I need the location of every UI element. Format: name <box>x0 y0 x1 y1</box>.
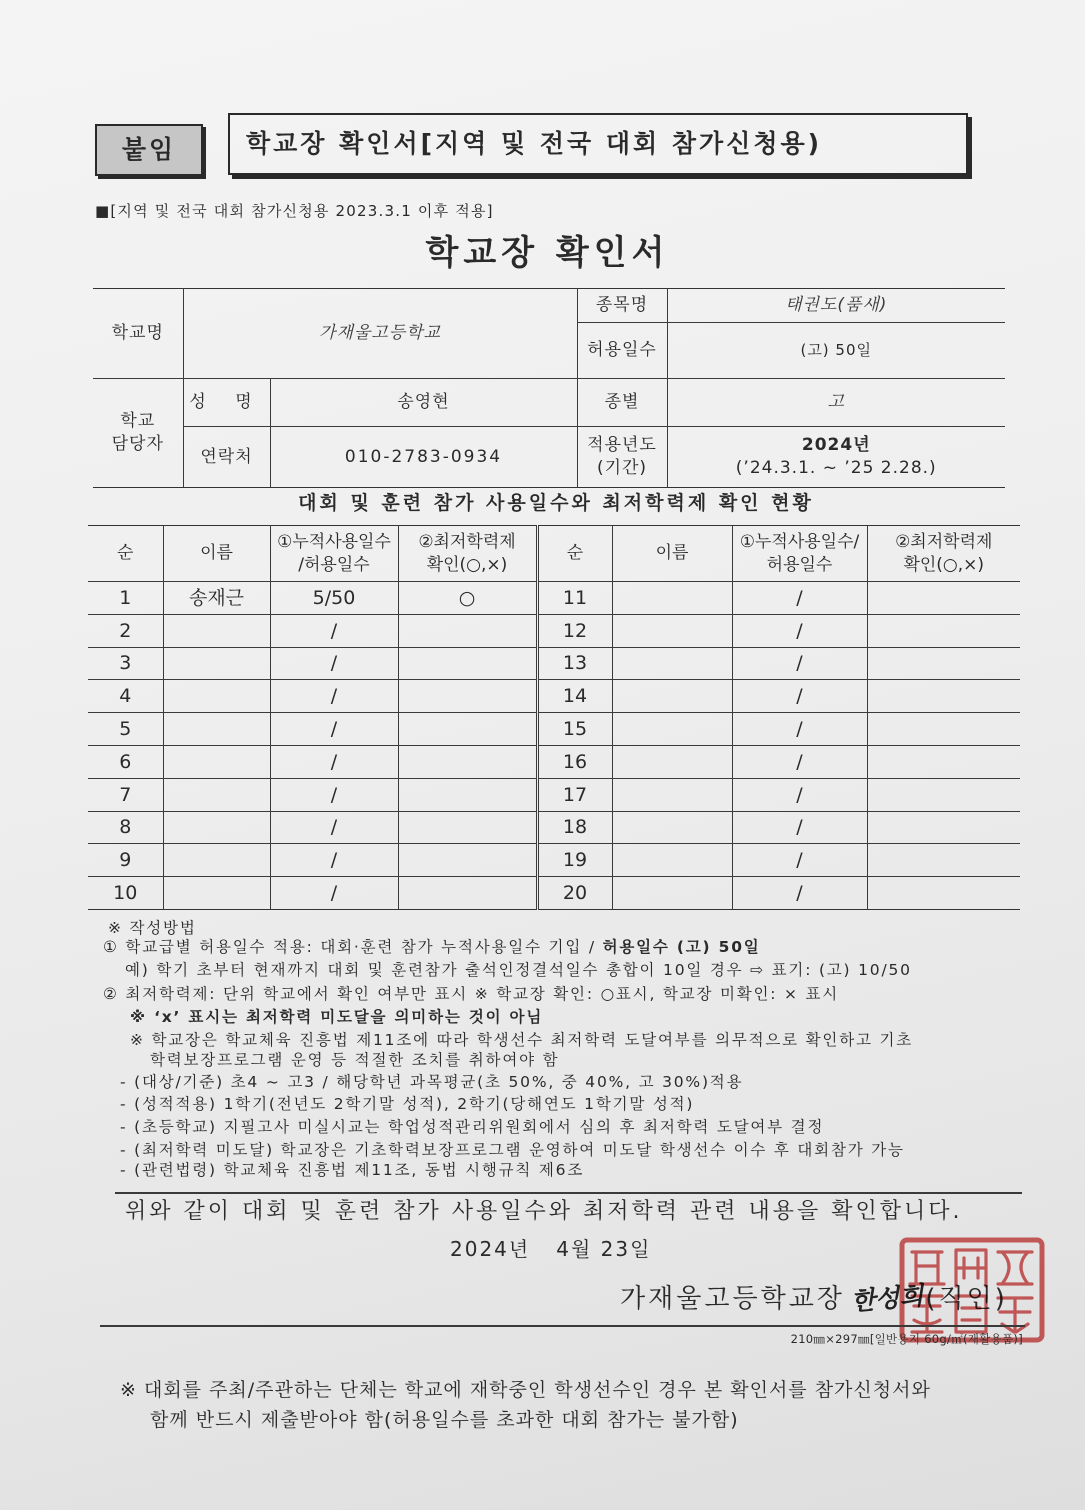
right-row-number: 18 <box>537 811 612 844</box>
right-used-days: / <box>732 582 867 615</box>
paper-spec: 210㎜×297㎜[일반용지 60g/㎡(재활용품)] <box>790 1332 1023 1346</box>
left-min-academic-check <box>398 713 537 746</box>
left-used-days: / <box>270 778 398 811</box>
note-item-1-text: ① 학교급별 허용일수 적용: 대회·훈련 참가 누적사용일수 기입 / <box>103 938 603 956</box>
right-row-number: 16 <box>537 745 612 778</box>
attachment-label: 붙임 <box>95 124 203 176</box>
left-header-no: 순 <box>88 526 163 582</box>
left-min-academic-check <box>398 811 537 844</box>
right-athlete-name <box>612 680 732 713</box>
footnote-line2: 함께 반드시 제출받아야 함(허용일수를 초과한 대회 참가는 불가함) <box>150 1409 739 1431</box>
left-min-academic-check <box>398 614 537 647</box>
category-label: 종별 <box>577 379 667 427</box>
note-criteria: - (최저학력 미도달) 학교장은 기초학력보장프로그램 운영하여 미도달 학생선수 이수 후 대회참가 가능 <box>120 1141 905 1159</box>
right-header-days-line1: ①누적사용일수/ <box>739 532 860 553</box>
left-min-academic-check <box>398 680 537 713</box>
left-row-number: 3 <box>88 647 163 680</box>
left-min-academic-check <box>398 745 537 778</box>
right-athlete-name <box>612 811 732 844</box>
left-athlete-name <box>163 877 270 910</box>
right-header-name: 이름 <box>612 526 732 582</box>
status-title: 대회 및 훈련 참가 사용일수와 최저학력제 확인 현황 <box>298 492 814 514</box>
name-value: 송영현 <box>270 379 577 427</box>
left-athlete-name <box>163 745 270 778</box>
right-used-days: / <box>732 844 867 877</box>
event-label: 종목명 <box>577 289 667 323</box>
right-row-number: 12 <box>537 614 612 647</box>
right-row-number: 17 <box>537 778 612 811</box>
status-row <box>88 647 1020 680</box>
right-header-check-line1: ②최저학력제 <box>895 532 993 553</box>
period-label-line2: (기간) <box>596 458 648 478</box>
right-min-academic-check <box>867 614 1020 647</box>
right-min-academic-check <box>867 778 1020 811</box>
left-row-number: 5 <box>88 713 163 746</box>
right-row-number: 11 <box>537 582 612 615</box>
right-athlete-name <box>612 647 732 680</box>
contact-person-label <box>93 379 183 488</box>
status-row <box>88 713 1020 746</box>
divider <box>115 1192 1022 1194</box>
left-row-number: 6 <box>88 745 163 778</box>
contact-label-line2: 담당자 <box>111 434 164 454</box>
right-athlete-name <box>612 877 732 910</box>
status-row <box>88 680 1020 713</box>
left-athlete-name <box>163 778 270 811</box>
right-used-days: / <box>732 680 867 713</box>
left-header-days-line2: /허용일수 <box>298 554 370 575</box>
status-table <box>88 525 1020 910</box>
footnote-line1: ※ 대회를 주최/주관하는 단체는 학교에 재학중인 학생선수인 경우 본 확인서를 참가신청서와 <box>120 1379 931 1401</box>
note-criteria: - (대상/기준) 초4 ~ 고3 / 해당학년 과목평균(초 50%, 중 40%, 고 30%)적용 <box>120 1073 744 1091</box>
period-year: 2024년 <box>801 435 871 456</box>
left-athlete-name <box>163 680 270 713</box>
note-criteria: - (성적적용) 1학기(전년도 2학기말 성적), 2학기(당해연도 1학기말 성적) <box>120 1095 695 1113</box>
divider <box>100 1325 1025 1327</box>
status-row <box>88 844 1020 877</box>
right-athlete-name <box>612 844 732 877</box>
right-athlete-name <box>612 745 732 778</box>
confirmation-date <box>450 1236 651 1262</box>
category-value: 고 <box>667 379 1005 427</box>
right-header-no: 순 <box>537 526 612 582</box>
right-used-days: / <box>732 713 867 746</box>
left-athlete-name <box>163 811 270 844</box>
note-criteria: - (관련법령) 학교체육 진흥법 제11조, 동법 시행규칙 제6조 <box>120 1161 585 1179</box>
note-duty-line2: 학력보장프로그램 운영 등 적절한 조치를 취하여야 함 <box>150 1051 560 1069</box>
status-row <box>88 778 1020 811</box>
right-min-academic-check <box>867 680 1020 713</box>
period-label <box>577 427 667 488</box>
allowed-days-value: (고) 50일 <box>667 323 1005 379</box>
left-header-check-line2: 확인(○,×) <box>426 554 508 575</box>
right-header-check-line2: 확인(○,×) <box>903 554 985 575</box>
contact-label-line1: 학교 <box>120 411 156 432</box>
left-athlete-name <box>163 647 270 680</box>
left-used-days: / <box>270 877 398 910</box>
right-header-days-line2: 허용일수 <box>766 554 833 575</box>
right-min-academic-check <box>867 811 1020 844</box>
right-row-number: 14 <box>537 680 612 713</box>
principal-title: 가재울고등학교장 <box>620 1284 845 1314</box>
period-range: (’24.3.1. ~ ’25 2.28.) <box>735 458 937 478</box>
principal-signature: 한성희 <box>849 1280 925 1317</box>
left-athlete-name <box>163 844 270 877</box>
left-header-days-line1: ①누적사용일수 <box>277 532 391 553</box>
status-table-body <box>88 582 1020 910</box>
left-min-academic-check: ○ <box>398 582 537 615</box>
right-athlete-name <box>612 582 732 615</box>
left-header-name: 이름 <box>163 526 270 582</box>
left-header-days <box>270 526 398 582</box>
date-month-day: 4월 23일 <box>556 1237 652 1261</box>
note-x-meaning: ※ ‘x’ 표시는 최저학력 미도달을 의미하는 것이 아님 <box>130 1008 544 1026</box>
school-info-table <box>93 288 1005 488</box>
allowed-days-label: 허용일수 <box>577 323 667 379</box>
right-min-academic-check <box>867 582 1020 615</box>
right-used-days: / <box>732 877 867 910</box>
date-year: 2024년 <box>450 1237 531 1261</box>
right-min-academic-check <box>867 844 1020 877</box>
left-used-days: / <box>270 680 398 713</box>
left-row-number: 8 <box>88 811 163 844</box>
left-athlete-name: 송재근 <box>163 582 270 615</box>
status-header-row <box>88 526 1020 582</box>
seal-label: (직인) <box>925 1284 1008 1314</box>
left-row-number: 2 <box>88 614 163 647</box>
right-athlete-name <box>612 778 732 811</box>
left-header-check <box>398 526 537 582</box>
name-label: 성 명 <box>183 379 270 427</box>
right-used-days: / <box>732 811 867 844</box>
left-row-number: 10 <box>88 877 163 910</box>
right-athlete-name <box>612 713 732 746</box>
note-criteria: - (초등학교) 지필고사 미실시교는 학업성적관리위원회에서 심의 후 최저학력 도달여부 결정 <box>120 1118 825 1136</box>
left-used-days: / <box>270 647 398 680</box>
school-name-label: 학교명 <box>93 289 183 379</box>
right-row-number: 20 <box>537 877 612 910</box>
right-min-academic-check <box>867 713 1020 746</box>
left-row-number: 9 <box>88 844 163 877</box>
school-name-value: 가재울고등학교 <box>183 289 577 379</box>
right-header-check <box>867 526 1020 582</box>
right-row-number: 19 <box>537 844 612 877</box>
notes-heading: ※ 작성방법 <box>108 919 197 937</box>
status-row <box>88 582 1020 615</box>
left-min-academic-check <box>398 844 537 877</box>
period-value <box>667 427 1005 488</box>
left-row-number: 4 <box>88 680 163 713</box>
right-min-academic-check <box>867 647 1020 680</box>
status-row <box>88 614 1020 647</box>
left-min-academic-check <box>398 877 537 910</box>
header-title: 학교장 확인서[지역 및 전국 대회 참가신청용) <box>228 113 968 175</box>
left-header-check-line1: ②최저학력제 <box>418 532 516 553</box>
status-row <box>88 745 1020 778</box>
left-used-days: / <box>270 713 398 746</box>
status-row <box>88 877 1020 910</box>
left-used-days: / <box>270 844 398 877</box>
status-row <box>88 811 1020 844</box>
right-used-days: / <box>732 778 867 811</box>
phone-label: 연락처 <box>183 427 270 488</box>
left-row-number: 7 <box>88 778 163 811</box>
left-min-academic-check <box>398 647 537 680</box>
note-item-2: ② 최저학력제: 단위 학교에서 확인 여부만 표시 ※ 학교장 확인: ○표시, 학교장 미확인: × 표시 <box>103 985 840 1003</box>
form-title: 학교장 확인서 <box>425 233 670 273</box>
right-min-academic-check <box>867 745 1020 778</box>
right-athlete-name <box>612 614 732 647</box>
event-value: 태권도(품새) <box>667 289 1005 323</box>
left-min-academic-check <box>398 778 537 811</box>
left-used-days: 5/50 <box>270 582 398 615</box>
note-example: 예) 학기 초부터 현재까지 대회 및 훈련참가 출석인정결석일수 총합이 10일 경우 ⇨ 표기: (고) 10/50 <box>125 961 912 979</box>
left-athlete-name <box>163 614 270 647</box>
note-item-1-value: 허용일수 (고) 50일 <box>602 938 761 956</box>
left-used-days: / <box>270 745 398 778</box>
right-header-days <box>732 526 867 582</box>
left-athlete-name <box>163 713 270 746</box>
period-label-line1: 적용년도 <box>587 435 657 456</box>
right-used-days: / <box>732 745 867 778</box>
left-row-number: 1 <box>88 582 163 615</box>
right-used-days: / <box>732 614 867 647</box>
note-duty-line1: ※ 학교장은 학교체육 진흥법 제11조에 따라 학생선수 최저학력 도달여부를 의무적으로 확인하고 기초 <box>130 1031 914 1049</box>
right-row-number: 13 <box>537 647 612 680</box>
left-used-days: / <box>270 614 398 647</box>
phone-value: 010-2783-0934 <box>270 427 577 488</box>
form-note: ■[지역 및 전국 대회 참가신청용 2023.3.1 이후 적용] <box>95 202 494 220</box>
right-min-academic-check <box>867 877 1020 910</box>
note-item-1 <box>103 937 761 957</box>
confirmation-statement: 위와 같이 대회 및 훈련 참가 사용일수와 최저학력 관련 내용을 확인합니다. <box>125 1199 963 1224</box>
official-seal-stamp <box>898 1236 1046 1344</box>
left-used-days: / <box>270 811 398 844</box>
right-used-days: / <box>732 647 867 680</box>
right-row-number: 15 <box>537 713 612 746</box>
